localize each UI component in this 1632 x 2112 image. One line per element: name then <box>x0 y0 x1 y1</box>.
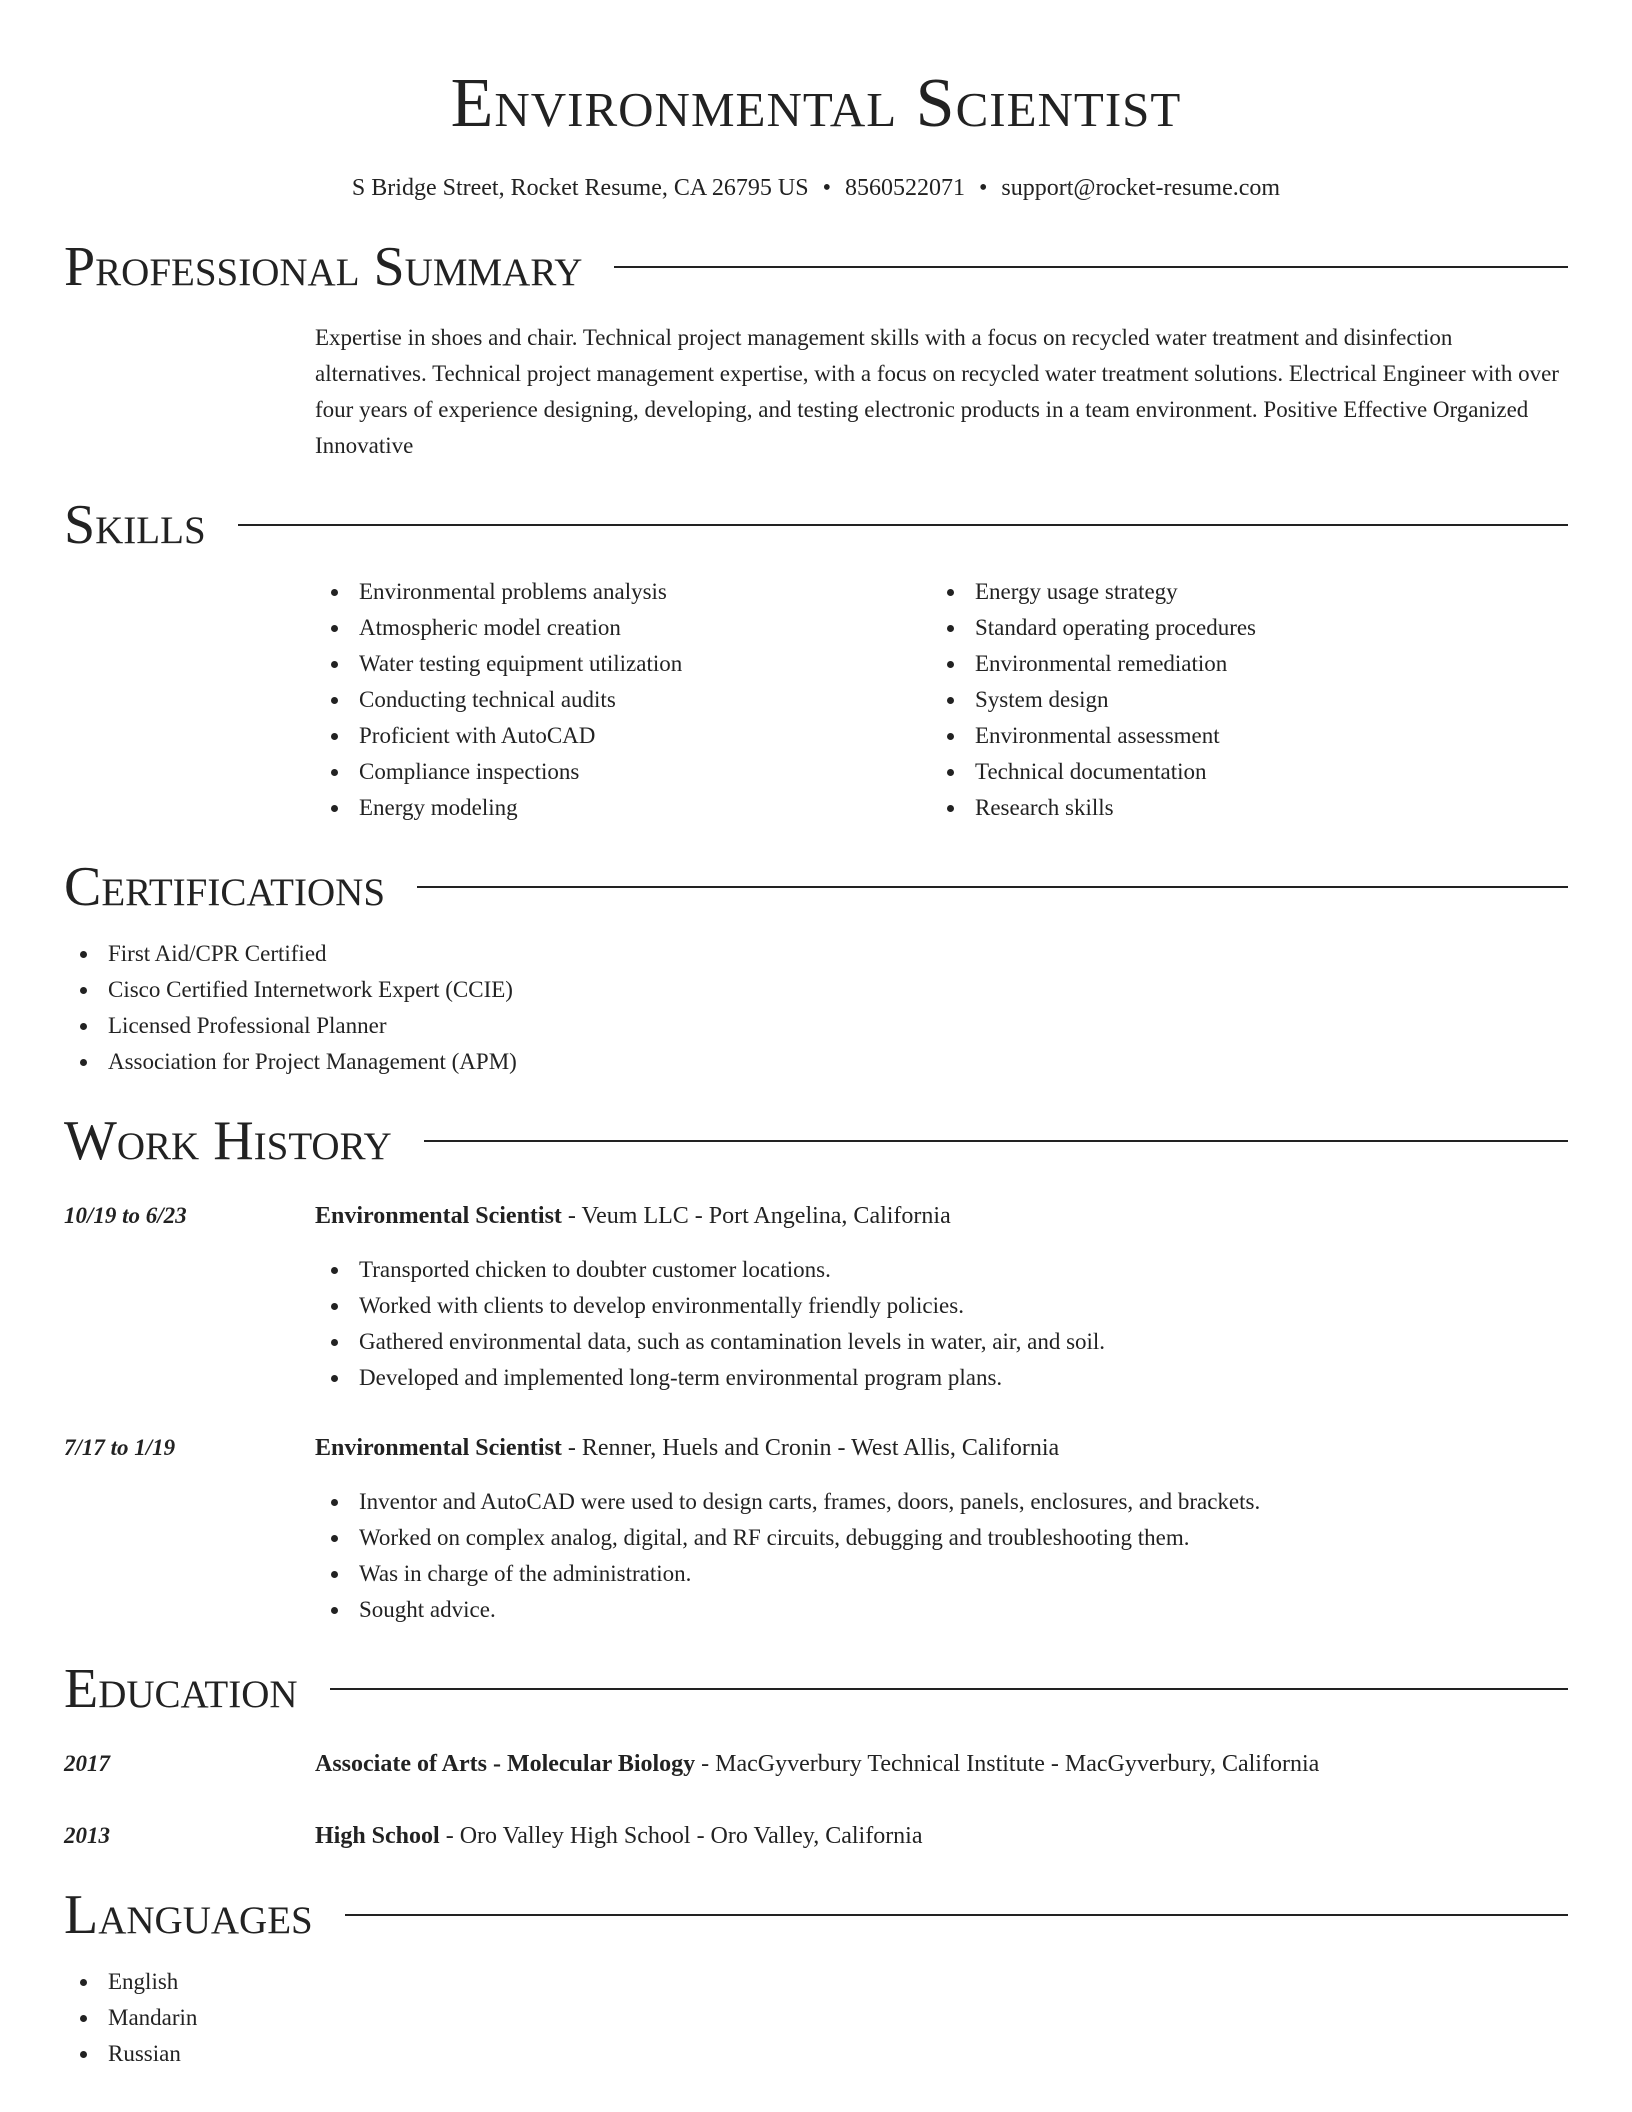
job-entry <box>64 1198 1568 1396</box>
section-title: Skills <box>64 494 206 556</box>
job-org: - Veum LLC - Port Angelina, California <box>561 1203 951 1229</box>
job-role: Environmental Scientist <box>315 1203 562 1229</box>
education-year: 2013 <box>64 1823 110 1848</box>
section-divider <box>417 886 1568 888</box>
education-details <box>315 1746 1568 1782</box>
section-title: Certifications <box>64 856 386 918</box>
education-entry <box>64 1746 1568 1782</box>
job-bullet: Was in charge of the administration. <box>315 1556 1568 1592</box>
section-divider <box>614 266 1568 268</box>
section-title: Work History <box>64 1110 392 1172</box>
language-item: Mandarin <box>64 2000 1568 2036</box>
education-degree: Associate of Arts - Molecular Biology <box>315 1751 696 1777</box>
job-bullet: Sought advice. <box>315 1592 1568 1628</box>
skill-item: Research skills <box>931 790 1547 826</box>
skill-item: Proficient with AutoCAD <box>315 718 931 754</box>
skill-item: Environmental remediation <box>931 646 1547 682</box>
section-header <box>64 490 1568 560</box>
language-item: English <box>64 1964 1568 2000</box>
skills-grid <box>315 574 1568 826</box>
education-school: - Oro Valley High School - Oro Valley, California <box>439 1823 923 1849</box>
certification-item: First Aid/CPR Certified <box>64 936 1568 972</box>
education-details <box>315 1818 1568 1854</box>
work-history-section <box>64 1106 1568 1628</box>
education-entry <box>64 1818 1568 1854</box>
section-header <box>64 232 1568 302</box>
skill-item: Conducting technical audits <box>315 682 931 718</box>
job-entry <box>64 1430 1568 1628</box>
skill-item: Technical documentation <box>931 754 1547 790</box>
skill-item: Water testing equipment utilization <box>315 646 931 682</box>
skills-left-list <box>315 574 931 826</box>
job-bullet: Developed and implemented long-term environmental program plans. <box>315 1360 1568 1396</box>
section-title: Professional Summary <box>64 236 583 298</box>
section-divider <box>424 1140 1568 1142</box>
job-dates: 7/17 to 1/19 <box>64 1435 176 1460</box>
job-bullet: Inventor and AutoCAD were used to design carts, frames, doors, panels, enclosures, and brackets. <box>315 1484 1568 1520</box>
education-year: 2017 <box>64 1751 110 1776</box>
job-heading <box>315 1430 1568 1466</box>
job-bullets <box>315 1484 1568 1628</box>
skills-section <box>64 490 1568 826</box>
skill-item: System design <box>931 682 1547 718</box>
contact-email: support@rocket-resume.com <box>1001 175 1281 201</box>
certifications-section <box>64 852 1568 1080</box>
section-title: Languages <box>64 1884 313 1946</box>
section-divider <box>238 524 1568 526</box>
skill-item: Environmental assessment <box>931 718 1547 754</box>
languages-section <box>64 1880 1568 2072</box>
job-role: Environmental Scientist <box>315 1435 562 1461</box>
education-school: - MacGyverbury Technical Institute - MacGyverbury, California <box>695 1751 1320 1777</box>
summary-section <box>64 232 1568 464</box>
contact-line <box>64 172 1568 204</box>
certification-item: Licensed Professional Planner <box>64 1008 1568 1044</box>
job-org: - Renner, Huels and Cronin - West Allis, California <box>561 1435 1060 1461</box>
job-dates: 10/19 to 6/23 <box>64 1203 187 1228</box>
contact-separator: • <box>822 175 831 201</box>
skill-item: Compliance inspections <box>315 754 931 790</box>
education-degree: High School <box>315 1823 440 1849</box>
section-title: Education <box>64 1658 298 1720</box>
job-bullets <box>315 1252 1568 1396</box>
section-header <box>64 1880 1568 1950</box>
languages-list <box>64 1964 1568 2072</box>
job-heading <box>315 1198 1568 1234</box>
certification-item: Cisco Certified Internetwork Expert (CCIE) <box>64 972 1568 1008</box>
section-header <box>64 852 1568 922</box>
job-bullet: Worked on complex analog, digital, and RF circuits, debugging and troubleshooting them. <box>315 1520 1568 1556</box>
skill-item: Energy modeling <box>315 790 931 826</box>
contact-address: S Bridge Street, Rocket Resume, CA 26795 US <box>351 175 809 201</box>
skill-item: Atmospheric model creation <box>315 610 931 646</box>
job-bullet: Transported chicken to doubter customer locations. <box>315 1252 1568 1288</box>
skill-item: Standard operating procedures <box>931 610 1547 646</box>
education-section <box>64 1654 1568 1854</box>
section-header <box>64 1654 1568 1724</box>
certification-item: Association for Project Management (APM) <box>64 1044 1568 1080</box>
certifications-list <box>64 936 1568 1080</box>
skill-item: Environmental problems analysis <box>315 574 931 610</box>
job-bullet: Worked with clients to develop environmentally friendly policies. <box>315 1288 1568 1324</box>
summary-text: Expertise in shoes and chair. Technical project management skills with a focus on recycled water treatment and disinfection alternatives. Technical project management expertise, with a focus on recycled water treatment solutions. Electrical Engineer with over four years of experience designing, developing, and testing electronic products in a team environment. Positive Effective Organized Innovative <box>315 325 1559 458</box>
job-bullet: Gathered environmental data, such as contamination levels in water, air, and soil. <box>315 1324 1568 1360</box>
skills-right-list <box>931 574 1547 826</box>
resume-name: Environmental Scientist <box>450 65 1182 142</box>
resume-page <box>64 0 1568 2072</box>
contact-phone: 8560522071 <box>844 175 965 201</box>
section-divider <box>345 1914 1568 1916</box>
skill-item: Energy usage strategy <box>931 574 1547 610</box>
section-header <box>64 1106 1568 1176</box>
language-item: Russian <box>64 2036 1568 2072</box>
job-details <box>315 1198 1568 1396</box>
job-details <box>315 1430 1568 1628</box>
section-divider <box>330 1688 1568 1690</box>
contact-separator: • <box>978 175 988 201</box>
